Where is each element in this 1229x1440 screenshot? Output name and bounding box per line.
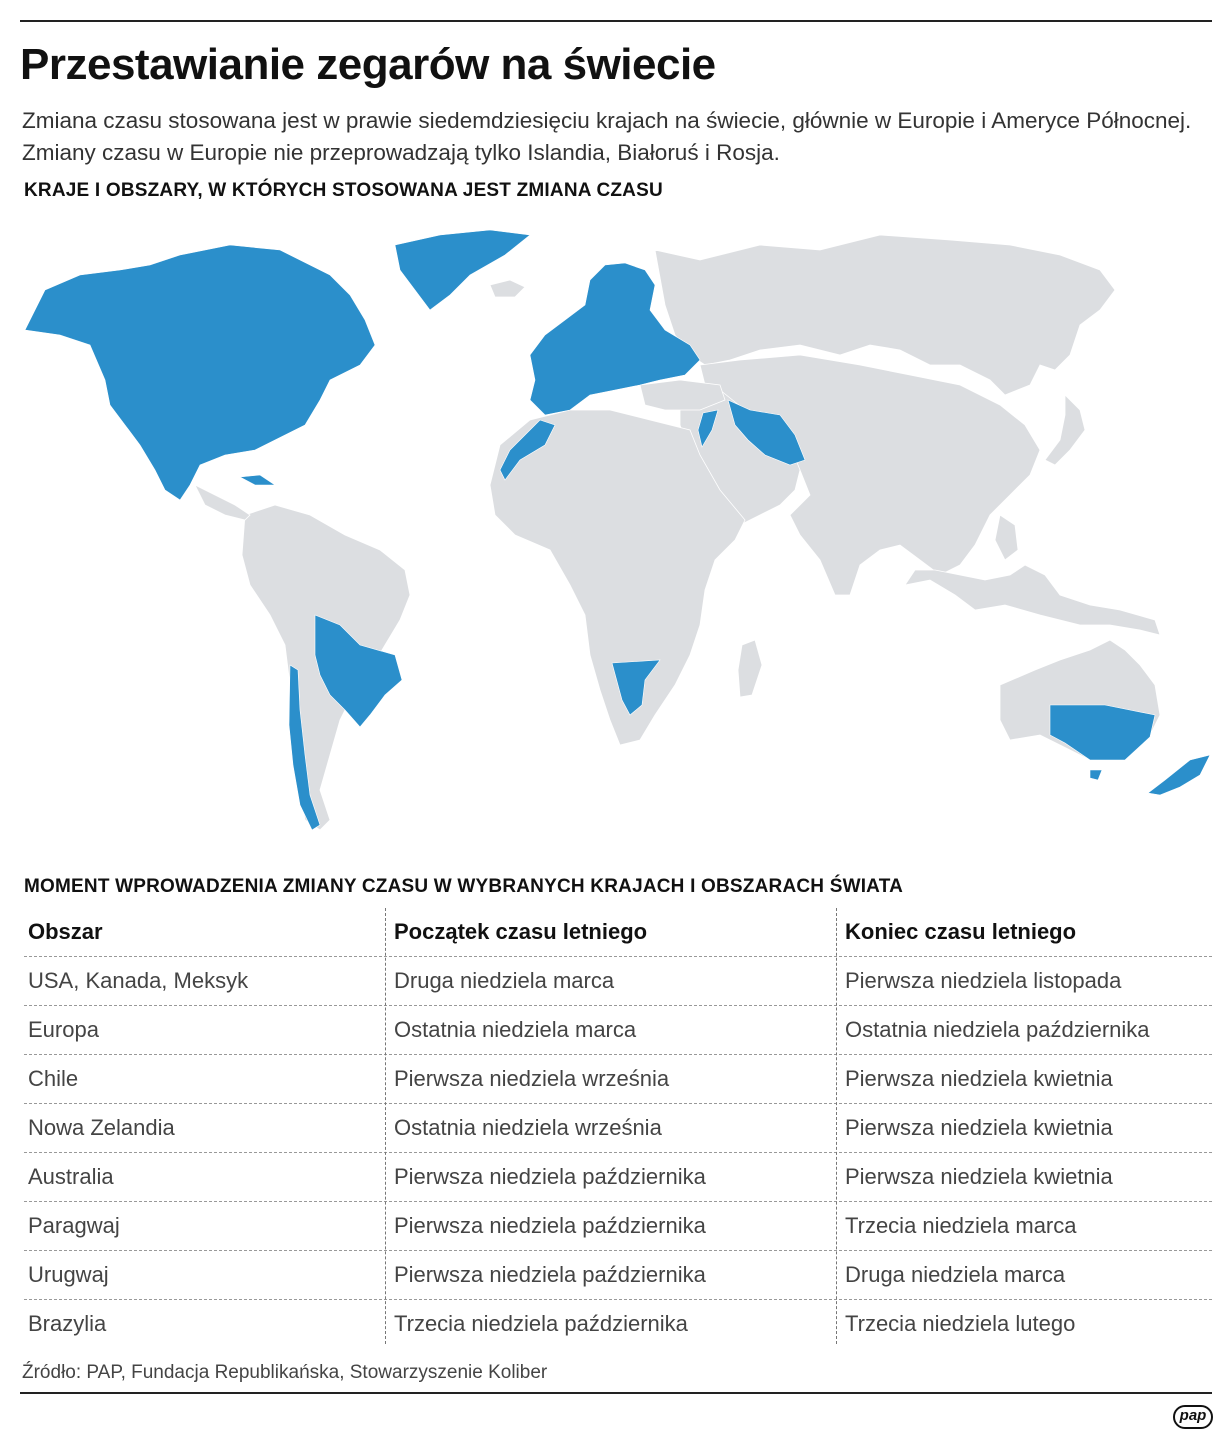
table-cell: Pierwsza niedziela kwietnia: [845, 1164, 1113, 1189]
map-heading: KRAJE I OBSZARY, W KTÓRYCH STOSOWANA JEST ZMIANA CZASU: [24, 180, 663, 201]
table-cell: Ostatnia niedziela października: [845, 1017, 1150, 1042]
table-cell: Pierwsza niedziela października: [394, 1213, 706, 1238]
source-note: Źródło: PAP, Fundacja Republikańska, Stowarzyszenie Koliber: [22, 1362, 548, 1383]
page-subtitle: Zmiana czasu stosowana jest w prawie siedemdziesięciu krajach na świecie, głównie w Europie i Ameryce Północnej. Zmiany czasu w Europie nie przeprowadzają tylko Islandia, Białoruś i Rosja.: [22, 108, 1192, 165]
table-row: [24, 957, 1212, 1006]
table-cell: Ostatnia niedziela września: [394, 1115, 662, 1140]
bottom-rule: [20, 1392, 1212, 1394]
new-zealand-shape: [1148, 755, 1210, 795]
table-cell: Trzecia niedziela października: [394, 1311, 688, 1336]
table-row: [24, 1006, 1212, 1055]
table-cell: Brazylia: [28, 1311, 107, 1336]
table-cell: Urugwaj: [28, 1262, 109, 1287]
column-divider: [385, 908, 386, 1344]
table-cell: Trzecia niedziela lutego: [845, 1311, 1076, 1336]
column-header: Koniec czasu letniego: [845, 919, 1077, 944]
turkey-shape: [640, 380, 725, 410]
table-cell: Pierwsza niedziela kwietnia: [845, 1066, 1113, 1091]
iceland-shape: [490, 280, 525, 297]
column-header: Początek czasu letniego: [394, 919, 648, 944]
table-cell: Australia: [28, 1164, 114, 1189]
world-map: [0, 215, 1229, 845]
table-row: [24, 1251, 1212, 1300]
table-cell: Chile: [28, 1066, 79, 1091]
philippines-shape: [995, 515, 1018, 560]
table-row: [24, 1104, 1212, 1153]
southeast-asia-shape: [905, 565, 1160, 635]
north-america-dst-shape: [25, 245, 375, 500]
table-cell: Pierwsza niedziela listopada: [845, 968, 1122, 993]
table-cell: Druga niedziela marca: [394, 968, 615, 993]
table-row: [24, 1300, 1212, 1348]
table-heading: MOMENT WPROWADZENIA ZMIANY CZASU W WYBRANYCH KRAJACH I OBSZARACH ŚWIATA: [24, 876, 904, 897]
dst-table: [24, 908, 1212, 1348]
central-america-shape: [195, 485, 250, 520]
table-cell: Pierwsza niedziela września: [394, 1066, 670, 1091]
tasmania-shape: [1090, 770, 1102, 780]
greenland-shape: [395, 230, 530, 310]
top-rule: [20, 20, 1212, 22]
table-cell: Europa: [28, 1017, 99, 1042]
cuba-shape: [240, 475, 275, 485]
page-title: Przestawianie zegarów na świecie: [20, 40, 716, 89]
table-cell: Pierwsza niedziela kwietnia: [845, 1115, 1113, 1140]
table-cell: Pierwsza niedziela października: [394, 1262, 706, 1287]
column-divider: [836, 908, 837, 1344]
table-header-row: [24, 908, 1212, 957]
table-cell: Pierwsza niedziela października: [394, 1164, 706, 1189]
table-cell: Ostatnia niedziela marca: [394, 1017, 637, 1042]
table-cell: Druga niedziela marca: [845, 1262, 1066, 1287]
table-cell: Trzecia niedziela marca: [845, 1213, 1077, 1238]
table-cell: Paragwaj: [28, 1213, 120, 1238]
table-row: [24, 1055, 1212, 1104]
table-row: [24, 1202, 1212, 1251]
table-row: [24, 1153, 1212, 1202]
column-header: Obszar: [28, 919, 103, 944]
table-cell: Nowa Zelandia: [28, 1115, 175, 1140]
madagascar-shape: [738, 640, 762, 697]
pap-logo: pap: [1173, 1405, 1213, 1429]
japan-shape: [1045, 395, 1085, 465]
table-cell: USA, Kanada, Meksyk: [28, 968, 249, 993]
se-australia-shape: [1050, 705, 1155, 760]
